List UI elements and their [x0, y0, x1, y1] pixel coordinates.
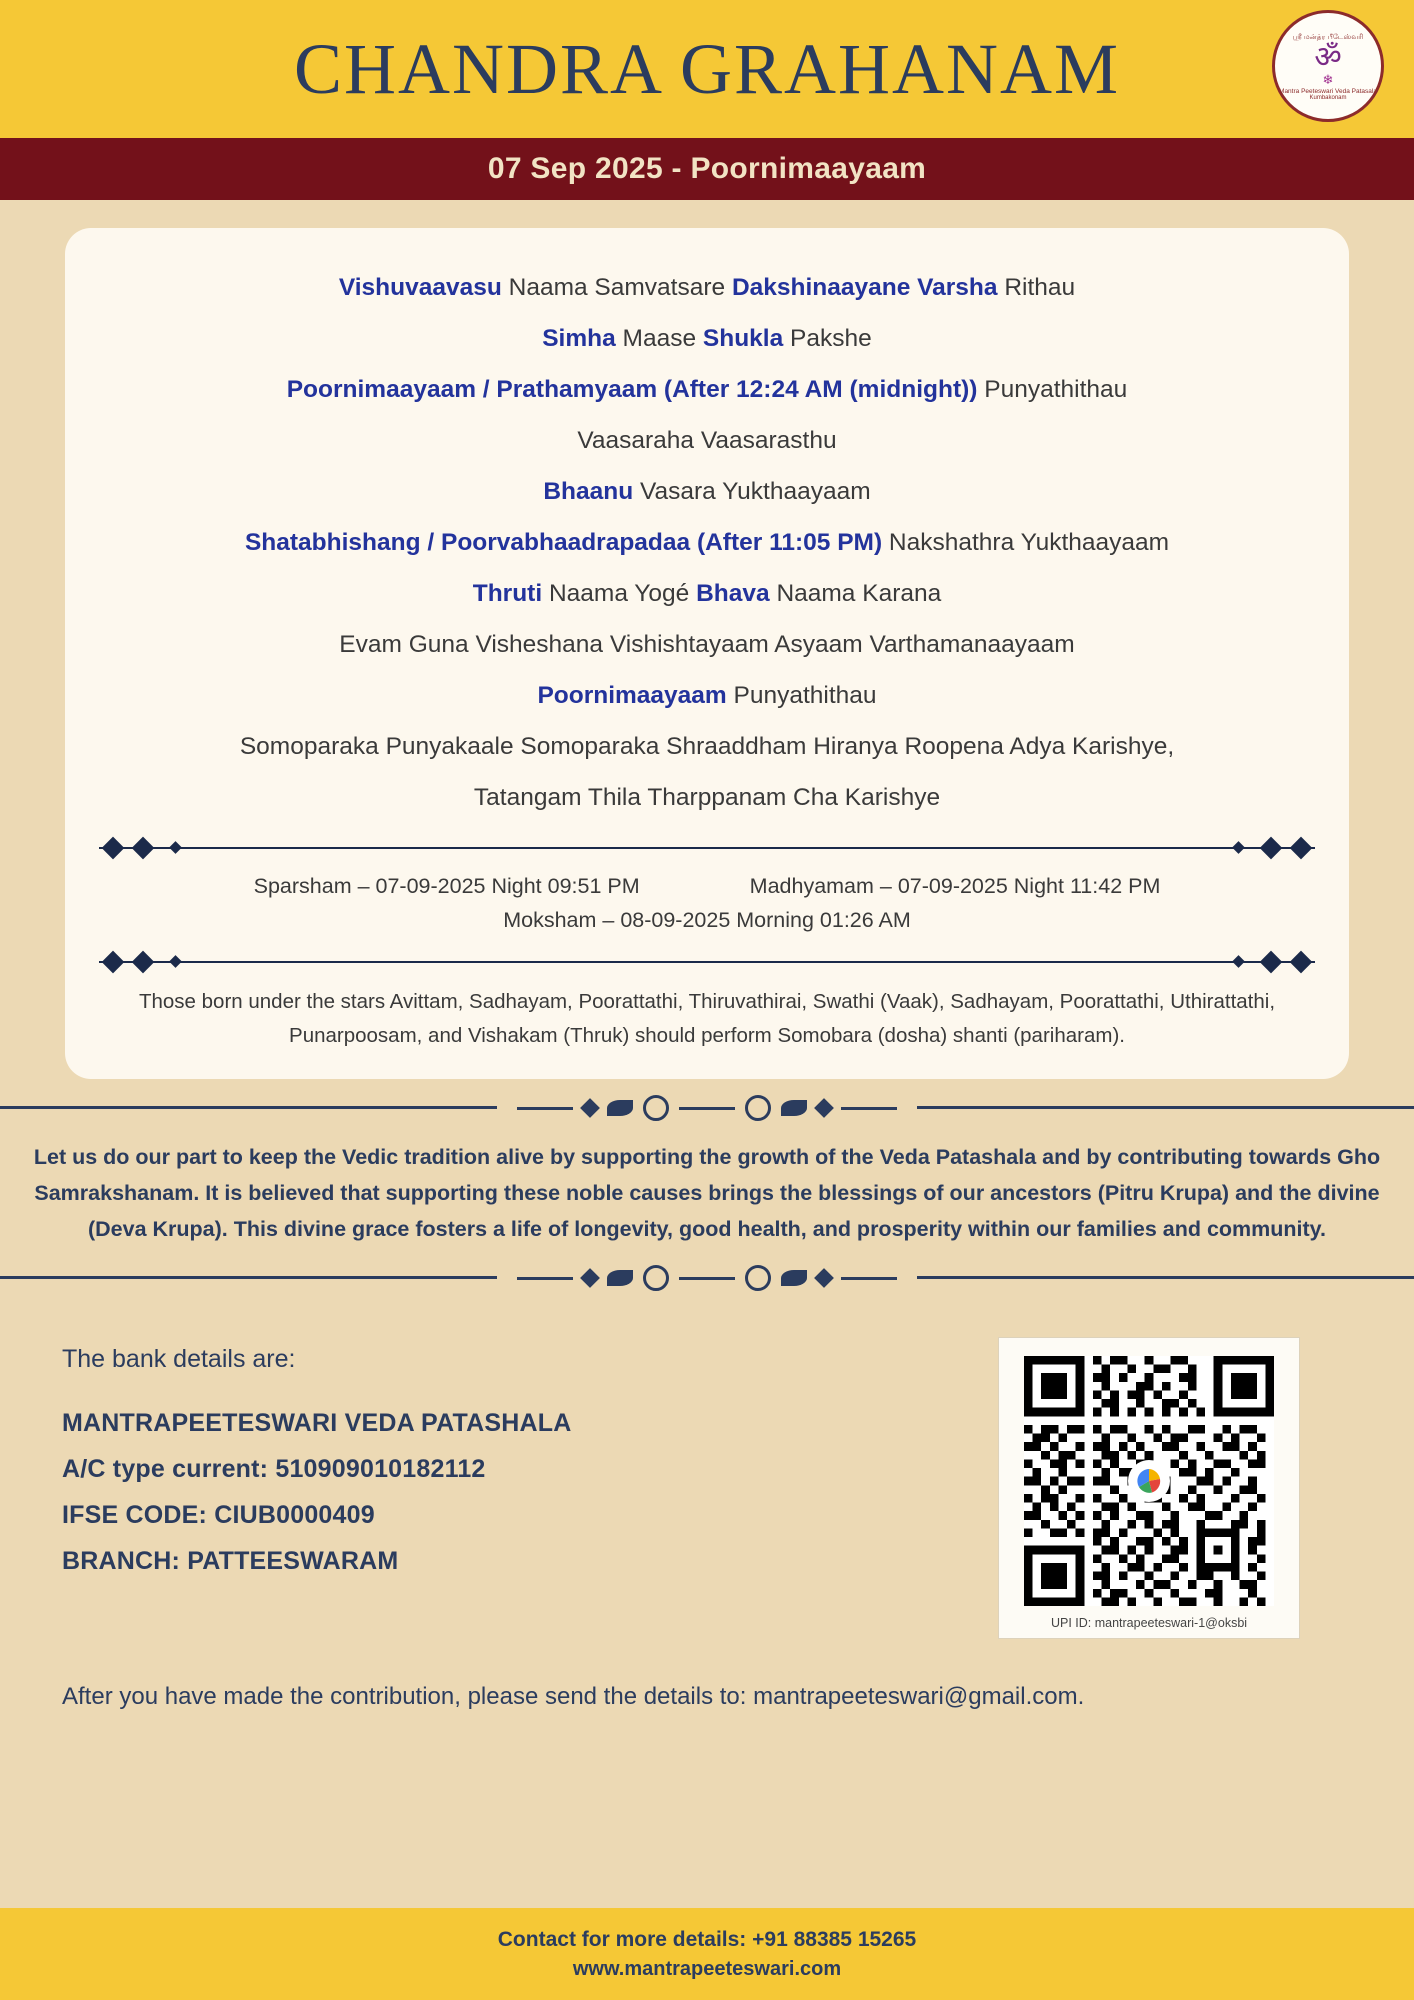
sankalpam-line: [99, 364, 1315, 415]
main-card-wrapper: [0, 200, 1414, 1079]
sankalpam-card: [65, 228, 1349, 1079]
moksham-time: Moksham – 08-09-2025 Morning 01:26 AM: [503, 908, 911, 932]
sparsham-time: Sparsham – 07-09-2025 Night 09:51 PM: [253, 874, 640, 898]
sankalpam-plain: Naama Karana: [769, 580, 942, 607]
sankalpam-plain: Maase: [615, 325, 703, 352]
sankalpam-highlight: Thruti: [472, 580, 543, 607]
sankalpam-line: [99, 568, 1315, 619]
sankalpam-plain: Nakshathra Yukthaayaam: [882, 529, 1170, 556]
ornament-divider-top: [99, 837, 1315, 859]
organization-logo: [1272, 10, 1384, 122]
logo-name-text: Mantra Peeteswari Veda Patasala: [1279, 87, 1377, 95]
sankalpam-plain: Somoparaka Punyakaale Somoparaka Shraaddham Hiranya Roopena Adya Karishye,: [239, 733, 1175, 760]
contribution-followup-note: After you have made the contribution, please send the details to: mantrapeeteswari@gmail.com.: [62, 1683, 1085, 1710]
sankalpam-highlight: Poornimaayaam: [537, 682, 727, 709]
bank-details-text: [62, 1337, 998, 1639]
logo-top-text: ஶ்ரீ மன்த்ர பீடேஸ்வரி: [1292, 33, 1364, 41]
sankalpam-line: [99, 262, 1315, 313]
sankalpam-highlight: Shukla: [702, 325, 784, 352]
sankalpam-plain: Tatangam Thila Tharppanam Cha Karishye: [473, 784, 941, 811]
sankalpam-line: [99, 619, 1315, 670]
footer-contact: Contact for more details: +91 88385 15265: [497, 1927, 917, 1951]
ornament-cluster-2: [497, 1255, 917, 1301]
sankalpam-plain: Punyathithau: [726, 682, 877, 709]
bank-account-name: MANTRAPEETESWARI VEDA PATASHALA: [62, 1409, 572, 1437]
sankalpam-highlight: Simha: [542, 325, 616, 352]
page-title: CHANDRA GRAHANAM: [293, 29, 1121, 109]
sankalpam-plain: Pakshe: [783, 325, 872, 352]
sankalpam-plain: Naama Yogé: [542, 580, 697, 607]
om-icon: ॐ: [1314, 40, 1342, 74]
ornament-cluster: [497, 1085, 917, 1131]
date-band: [0, 138, 1414, 200]
sankalpam-line: [99, 415, 1315, 466]
sankalpam-line: [99, 466, 1315, 517]
sankalpam-highlight: Vishuvaavasu: [338, 274, 502, 301]
ornament-divider-bottom: [99, 951, 1315, 973]
sankalpam-line: [99, 721, 1315, 772]
sankalpam-plain: Vasara Yukthaayaam: [633, 478, 871, 505]
qr-code-image[interactable]: [1024, 1356, 1274, 1606]
nakshathra-note: Those born under the stars Avittam, Sadhayam, Poorattathi, Thiruvathirai, Swathi (Vaak), Sadhayam, Poorattathi, Uthirattathi, Punarpoosam, and Vishakam (Thruk) should perform Somobara (dosha) shanti (pariharam).: [138, 990, 1276, 1047]
sankalpam-highlight: Bhaanu: [543, 478, 634, 505]
appeal-text: Let us do our part to keep the Vedic tradition alive by supporting the growth of the Veda Patashala and by contributing towards Gho Samrakshanam. It is believed that supporting these noble causes brings the blessings of our ancestors (Pitru Krupa) and the divine (Deva Krupa). This divine grace fosters a life of longevity, good health, and prosperity within our families and community.: [33, 1145, 1381, 1241]
sankalpam-plain: Evam Guna Visheshana Vishishtayaam Asyaam Varthamanaayaam: [339, 631, 1075, 658]
sankalpam-highlight: Bhava: [696, 580, 770, 607]
logo-place-text: Kumbakonam: [1309, 95, 1347, 102]
header-band: [0, 0, 1414, 138]
footer-website[interactable]: www.mantrapeeteswari.com: [572, 1957, 842, 1980]
sankalpam-line: [99, 517, 1315, 568]
sankalpam-text: [99, 262, 1315, 823]
sankalpam-line: [99, 670, 1315, 721]
sankalpam-plain: Vaasaraha Vaasarasthu: [577, 427, 837, 454]
sankalpam-highlight: Dakshinaayane Varsha: [731, 274, 998, 301]
upi-logo-icon: [1128, 1460, 1170, 1502]
grahanam-timings: [99, 869, 1315, 937]
bank-intro-label: The bank details are:: [62, 1345, 296, 1373]
sankalpam-highlight: Poornimaayaam / Prathamyaam (After 12:24 AM (midnight)): [286, 376, 978, 403]
sankalpam-plain: Punyathithau: [977, 376, 1128, 403]
upi-qr-card[interactable]: [998, 1337, 1300, 1639]
lotus-icon: ❄: [1322, 71, 1334, 87]
bank-account-number: A/C type current: 510909010182112: [62, 1455, 486, 1483]
madhyamam-time: Madhyamam – 07-09-2025 Night 11:42 PM: [749, 874, 1161, 898]
sankalpam-line: [99, 313, 1315, 364]
section-separator-top: [0, 1085, 1414, 1131]
upi-id-caption: UPI ID: mantrapeeteswari-1@oksbi: [1050, 1616, 1248, 1630]
sankalpam-plain: Rithau: [997, 274, 1076, 301]
bank-branch: BRANCH: PATTEESWARAM: [62, 1547, 399, 1575]
sankalpam-plain: Naama Samvatsare: [501, 274, 732, 301]
bank-ifsc-code: IFSE CODE: CIUB0000409: [62, 1501, 375, 1529]
sankalpam-line: [99, 772, 1315, 823]
section-separator-bottom: [0, 1255, 1414, 1301]
event-date: 07 Sep 2025 - Poornimaayaam: [487, 152, 927, 185]
bank-details-section: [0, 1307, 1414, 1639]
sankalpam-highlight: Shatabhishang / Poorvabhaadrapadaa (After 11:05 PM): [244, 529, 883, 556]
footer-band: [0, 1908, 1414, 2000]
